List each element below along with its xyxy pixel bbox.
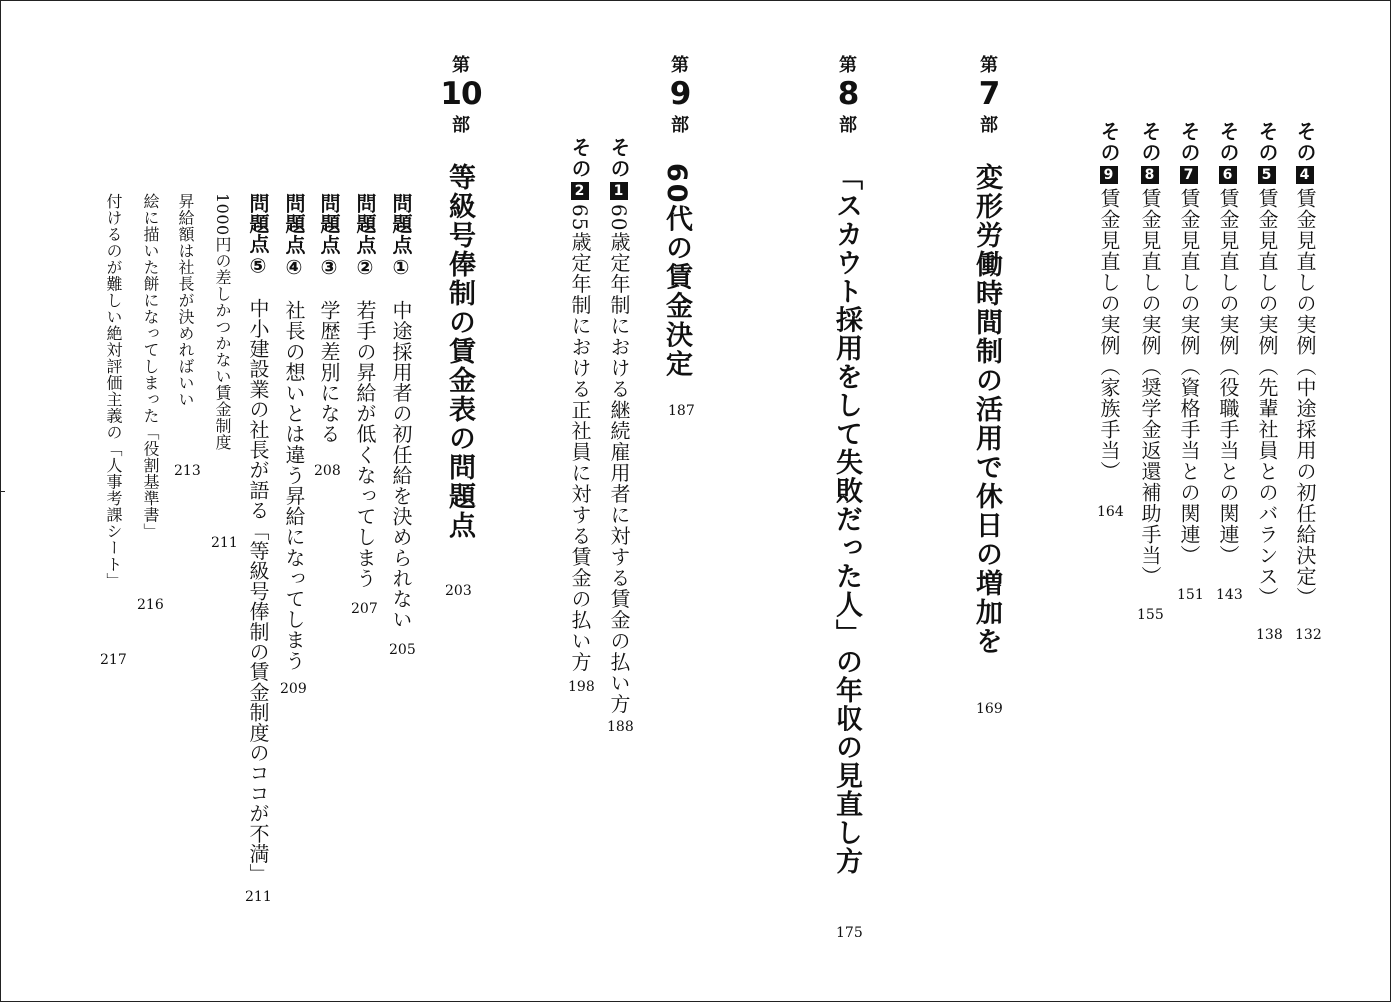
page-number: 211 xyxy=(211,535,238,551)
toc-problem-2[interactable] xyxy=(355,193,375,588)
toc-entry-sono-8[interactable] xyxy=(1140,121,1160,587)
toc-problem-4[interactable] xyxy=(284,193,304,671)
part-number: 9 xyxy=(669,76,691,112)
part-10-title[interactable]: 等級号俸制の賃金表の問題点 xyxy=(444,163,475,540)
entry-number-badge: 1 xyxy=(610,182,628,200)
page-number: 155 xyxy=(1137,607,1164,623)
problem-label: 問題点① xyxy=(389,193,413,280)
page-number: 209 xyxy=(280,681,307,697)
part-number: 10 xyxy=(440,76,482,112)
part-7-heading xyxy=(969,51,1009,137)
entry-title: 賃金見直しの実例（役職手当との関連） xyxy=(1216,188,1240,566)
subitem-title: 昇給額は社長が決めればいい xyxy=(176,193,195,408)
page-number: 203 xyxy=(445,583,472,599)
part-9-heading xyxy=(660,51,700,137)
entry-title: 65歳定年制における正社員に対する賃金の払い方 xyxy=(568,204,592,673)
entry-number-badge: 8 xyxy=(1141,166,1159,184)
page-number: 198 xyxy=(568,679,595,695)
entry-number-badge: 9 xyxy=(1100,166,1118,184)
entry-number-badge: 2 xyxy=(571,182,589,200)
part-9-title[interactable]: 60代の賃金決定 xyxy=(661,163,692,379)
entry-label: その xyxy=(1177,121,1201,163)
part-number: 7 xyxy=(978,76,1000,112)
toc-problem-3[interactable] xyxy=(319,193,339,444)
toc-entry-part9-sono-1[interactable] xyxy=(609,137,629,714)
part-8-title[interactable]: 「スカウト採用をして失敗だった人」の年収の見直し方 xyxy=(831,163,862,876)
problem-title: 若手の昇給が低くなってしまう xyxy=(353,300,377,589)
page-number: 213 xyxy=(174,463,201,479)
toc-subitem-2[interactable] xyxy=(177,193,193,408)
page-number: 208 xyxy=(314,463,341,479)
page-number: 143 xyxy=(1216,587,1243,603)
part-dai: 第 xyxy=(671,55,689,76)
toc-entry-sono-6[interactable] xyxy=(1218,121,1238,566)
part-dai: 第 xyxy=(839,55,857,76)
entry-number-badge: 7 xyxy=(1180,166,1198,184)
page-number: 169 xyxy=(976,701,1003,717)
toc-entry-sono-9[interactable] xyxy=(1099,121,1119,482)
page-number: 216 xyxy=(137,597,164,613)
page-number: 207 xyxy=(351,601,378,617)
entry-label: その xyxy=(1293,121,1317,163)
page-number: 211 xyxy=(245,889,272,905)
problem-title: 学歴差別になる xyxy=(317,300,341,445)
entry-title: 60歳定年制における継続雇用者に対する賃金の払い方 xyxy=(607,204,631,715)
part-bu: 部 xyxy=(839,115,857,137)
entry-label: その xyxy=(1216,121,1240,163)
part-dai: 第 xyxy=(980,55,998,76)
page-number: 151 xyxy=(1177,587,1204,603)
entry-title: 賃金見直しの実例（先輩社員とのバランス） xyxy=(1255,188,1279,608)
problem-title: 社長の想いとは違う昇給になってしまう xyxy=(282,300,306,671)
entry-title: 賃金見直しの実例（中途採用の初任給決定） xyxy=(1293,188,1317,608)
toc-entry-sono-7[interactable] xyxy=(1179,121,1199,566)
toc-entry-sono-4[interactable] xyxy=(1295,121,1315,608)
toc-subitem-1[interactable] xyxy=(214,193,230,450)
part-dai: 第 xyxy=(452,55,470,76)
part-10-heading xyxy=(438,51,484,137)
toc-entry-sono-5[interactable] xyxy=(1257,121,1277,608)
page-number: 217 xyxy=(100,652,127,668)
entry-title: 賃金見直しの実例（資格手当との関連） xyxy=(1177,188,1201,566)
entry-label: その xyxy=(1255,121,1279,163)
toc-subitem-3[interactable] xyxy=(142,193,158,540)
part-8-heading xyxy=(828,51,868,137)
entry-number-badge: 6 xyxy=(1219,166,1237,184)
problem-label: 問題点③ xyxy=(317,193,341,280)
page-number: 164 xyxy=(1097,504,1124,520)
subitem-title: 1000円の差しかつかない賃金制度 xyxy=(213,193,232,451)
page-number: 205 xyxy=(389,642,416,658)
part-bu: 部 xyxy=(671,115,689,137)
problem-title: 中途採用者の初任給を決められない xyxy=(389,300,413,630)
entry-title: 賃金見直しの実例（家族手当） xyxy=(1097,188,1121,482)
entry-label: その xyxy=(607,137,631,179)
page-number: 188 xyxy=(607,719,634,735)
entry-label: その xyxy=(1138,121,1162,163)
subitem-title: 付けるのが難しい絶対評価主義の「人事考課シート」 xyxy=(104,193,123,589)
problem-title: 中小建設業の社長が語る「等級号俸制の賃金制度のココが不満」 xyxy=(246,298,270,884)
toc-entry-part9-sono-2[interactable] xyxy=(570,137,590,672)
problem-label: 問題点② xyxy=(353,193,377,280)
entry-number-badge: 4 xyxy=(1296,166,1314,184)
part-7-title[interactable]: 変形労働時間制の活用で休日の増加を xyxy=(971,163,1002,656)
part-number: 8 xyxy=(837,76,859,112)
page-number: 175 xyxy=(836,925,863,941)
entry-label: その xyxy=(568,137,592,179)
problem-label: 問題点⑤ xyxy=(246,193,270,278)
margin-tick xyxy=(1,491,5,492)
toc-problem-1[interactable] xyxy=(391,193,411,630)
entry-label: その xyxy=(1097,121,1121,163)
toc-subitem-4[interactable] xyxy=(105,193,121,589)
toc-problem-5[interactable] xyxy=(248,193,268,884)
page-number: 138 xyxy=(1256,627,1283,643)
entry-number-badge: 5 xyxy=(1258,166,1276,184)
part-bu: 部 xyxy=(452,115,470,137)
subitem-title: 絵に描いた餅になってしまった「役割基準書」 xyxy=(141,193,160,540)
entry-title: 賃金見直しの実例（奨学金返還補助手当） xyxy=(1138,188,1162,587)
part-bu: 部 xyxy=(980,115,998,137)
problem-label: 問題点④ xyxy=(282,193,306,280)
page-number: 132 xyxy=(1295,627,1322,643)
page-number: 187 xyxy=(668,403,695,419)
